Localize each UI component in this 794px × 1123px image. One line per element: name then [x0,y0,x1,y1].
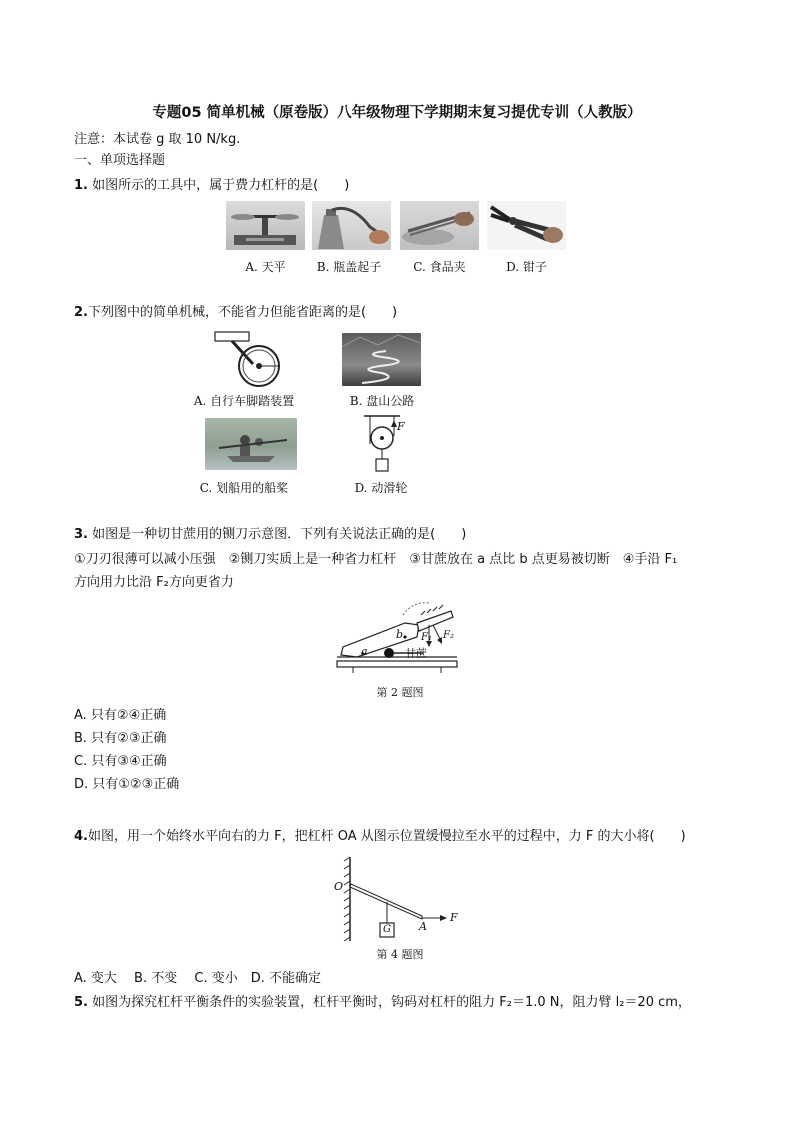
bottle-opener-image [312,201,391,250]
question-text: 如图所示的工具中，属于费力杠杆的是( ) [87,178,350,193]
point-b-label: b [396,628,404,641]
movable-pulley-icon [360,414,420,478]
food-tongs-image [400,201,479,250]
section-heading: 一、单项选择题 [74,153,166,168]
option-b: B. 只有②③正确 [74,731,167,746]
weight-g-label: G [383,924,391,935]
figure-caption: 第 2 题图 [376,686,424,699]
question-text: 下列图中的简单机械，不能省力但能省距离的是( ) [87,305,398,320]
option-caption: D. 钳子 [506,260,547,274]
option-c: C. 只有③④正确 [74,754,167,769]
question-3-statements: ①刀刃很薄可以减小压强 ②铡刀实质上是一种省力杠杆 ③甘蔗放在 a 点比 b 点更易被切断 ④手沿 F₁ [74,552,678,567]
mountain-road-icon [342,333,421,386]
question-3 [74,526,466,544]
pivot-o-label: O [334,880,344,893]
point-a-label: A [419,920,427,933]
pliers-image [487,201,566,250]
question-number: 5. [74,995,88,1010]
question-number: 4. [74,829,88,844]
rowing-boat-image [205,418,297,470]
option-caption: B. 盘山公路 [349,394,415,408]
bottle-opener-icon [312,201,391,250]
force-label: F [397,420,405,433]
mountain-road-image [342,333,421,386]
option-caption: A. 自行车脚踏装置 [193,394,295,408]
balance-scale-image [226,201,305,250]
option-caption: C. 划船用的船桨 [199,481,289,495]
option-d: D. 只有①②③正确 [74,777,180,792]
question-number: 1. [74,178,88,193]
rowing-boat-icon [205,418,297,470]
lever-diagram [340,855,460,943]
option-caption: B. 瓶盖起子 [316,260,382,274]
option-caption: A. 天平 [245,260,286,274]
question-number: 3. [74,527,88,542]
figure-caption: 第 4 题图 [376,948,424,961]
option-caption: D. 动滑轮 [354,481,408,495]
page-title: 专题05 简单机械（原卷版）八年级物理下学期期末复习提优专训（人教版） [152,105,642,121]
balance-scale-icon [226,201,305,250]
pliers-icon [487,201,566,250]
question-3-statements-cont: 方向用力比沿 F₂方向更省力 [74,575,234,590]
question-4-options: A. 变大 B. 不变 C. 变小 D. 不能确定 [74,971,321,986]
force-f1-label: F₁ [421,632,432,643]
sugarcane-label: 甘蔗 [405,647,427,660]
option-caption: C. 食品夹 [413,260,466,274]
question-5 [74,994,691,1012]
force-f2-label: F₂ [443,630,454,641]
question-number: 2. [74,305,88,320]
bicycle-pedal-icon [213,326,283,390]
question-2 [74,304,397,322]
food-tongs-icon [400,201,479,250]
exam-note: 注意：本试卷 g 取 10 N/kg. [74,132,241,147]
question-text: 如图是一种切甘蔗用的铡刀示意图．下列有关说法正确的是( ) [87,527,467,542]
question-text: 如图为探究杠杆平衡条件的实验装置，杠杆平衡时，钩码对杠杆的阻力 F₂＝1.0 N，阻力臂 l₂＝20 cm， [87,995,691,1010]
question-text: 如图，用一个始终水平向右的力 F，把杠杆 OA 从图示位置缓慢拉至水平的过程中，力 F 的大小将( ) [87,829,686,844]
point-a-label: a [361,645,368,658]
force-f-label: F [450,911,458,924]
question-4 [74,828,686,846]
option-a: A. 只有②④正确 [74,708,167,723]
question-1 [74,177,349,195]
